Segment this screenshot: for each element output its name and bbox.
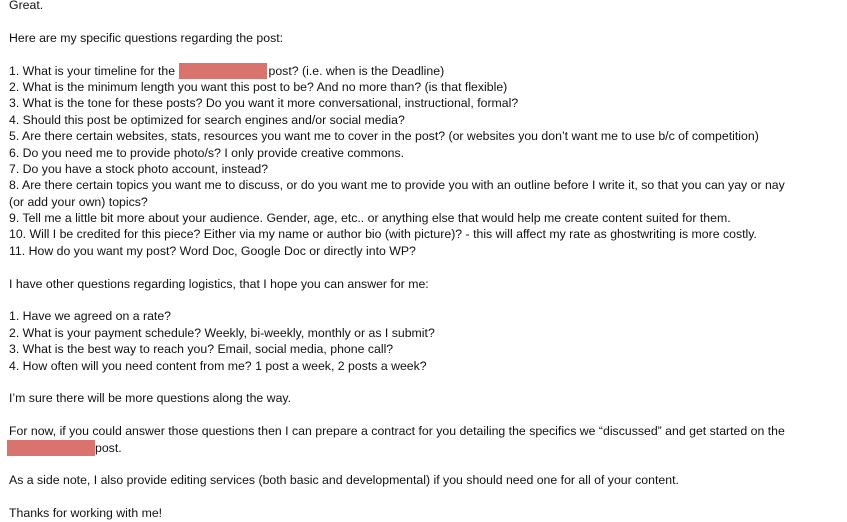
blank-line [9,407,845,423]
question-item: 9. Tell me a little bit more about your audience. Gender, age, etc.. or anything else that would help me create content suited for them. [9,211,731,226]
question-item: 7. Do you have a stock photo account, instead? [9,161,269,176]
greeting-text: Great. [9,0,44,12]
for-now-text-continued [9,440,845,456]
question-text: 1. What is your timeline for the [9,63,179,78]
blank-line [9,292,845,308]
side-note-text: As a side note, I also provide editing services (both basic and developmental) if you should need one for all of your content. [9,473,679,488]
question-item [9,63,845,79]
logistics-intro-text: I have other questions regarding logistics, that I hope you can answer for me: [9,276,429,291]
question-item: 2. What is the minimum length you want this post to be? And no more than? (is that flexible) [9,79,508,94]
questions-list [9,63,845,260]
logistics-list [9,308,845,374]
blank-line [9,374,845,390]
question-item: 8. Are there certain topics you want me to discuss, or do you want me to provide you with an outline before I write it, so that you can yay or nay [9,178,785,193]
question-item: 10. Will I be credited for this piece? Either via my name or author bio (with picture)? - this will affect my rate as ghostwriting is more costly. [9,227,757,242]
logistics-item: 3. What is the best way to reach you? Email, social media, phone call? [9,342,394,357]
thanks-text: Thanks for working with me! [9,506,163,521]
question-item: 6. Do you need me to provide photo/s? I only provide creative commons. [9,145,405,160]
email-body [9,0,845,522]
question-item: 3. What is the tone for these posts? Do you want it more conversational, instructional, formal? [9,96,519,111]
for-now-post-text: post. [95,440,122,455]
more-questions-text: I’m sure there will be more questions along the way. [9,391,292,406]
redaction-block [179,63,267,79]
blank-line [9,259,845,275]
logistics-item: 4. How often will you need content from me? 1 post a week, 2 posts a week? [9,358,427,373]
question-item: 5. Are there certain websites, stats, resources you want me to cover in the post? (or websites you don’t want me to use b/c of competition) [9,129,759,144]
blank-line [9,13,845,29]
question-item: 4. Should this post be optimized for search engines and/or social media? [9,112,405,127]
intro-text: Here are my specific questions regarding the post: [9,30,284,45]
blank-line [9,489,845,505]
for-now-text: For now, if you could answer those questions then I can prepare a contract for you detailing the specifics we “discussed” and get started on the [9,424,785,439]
blank-line [9,456,845,472]
redaction-block [7,440,95,456]
question-text: post? (i.e. when is the Deadline) [268,63,445,78]
blank-line [9,46,845,62]
question-item: 11. How do you want my post? Word Doc, Google Doc or directly into WP? [9,243,416,258]
question-item-continued: (or add your own) topics? [9,194,148,209]
logistics-item: 1. Have we agreed on a rate? [9,309,172,324]
logistics-item: 2. What is your payment schedule? Weekly, bi-weekly, monthly or as I submit? [9,325,435,340]
